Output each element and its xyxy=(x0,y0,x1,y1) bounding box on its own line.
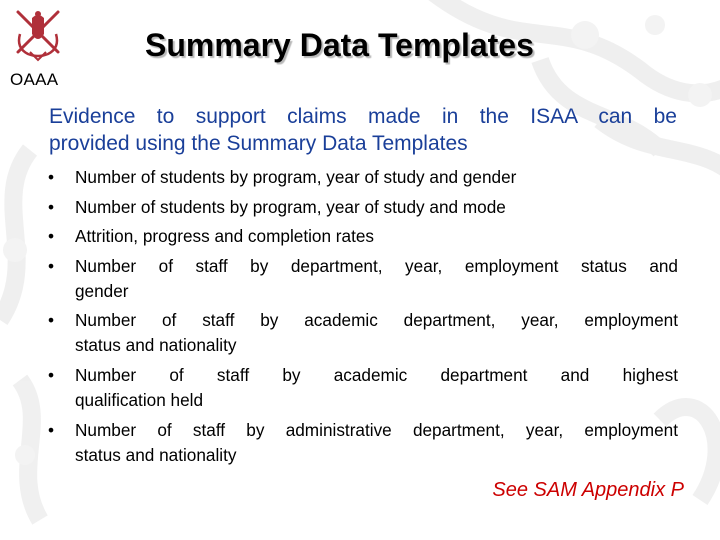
bullet-icon: • xyxy=(48,255,55,276)
list-item-text-line-2: status and nationality xyxy=(75,335,237,356)
list-item-text-line-2: gender xyxy=(75,280,129,301)
list-item xyxy=(48,254,678,304)
list-item xyxy=(48,363,678,413)
list-item xyxy=(48,195,678,220)
list-item-text: Number of students by program, year of study and gender xyxy=(75,167,517,187)
list-item-text-line-2: status and nationality xyxy=(75,444,237,465)
list-item-text-line-1: Number of staff by department, year, employment status and xyxy=(75,255,678,276)
intro-line-1: Evidence to support claims made in the ISAA can be xyxy=(49,105,677,128)
national-emblem-icon xyxy=(10,4,66,62)
bullet-icon: • xyxy=(48,364,55,385)
bullet-icon: • xyxy=(48,226,55,247)
list-item xyxy=(48,418,678,468)
intro-paragraph xyxy=(49,103,677,157)
list-item xyxy=(48,308,678,358)
list-item-text-line-2: qualification held xyxy=(75,389,204,410)
template-list xyxy=(48,165,678,472)
organization-acronym: OAAA xyxy=(10,70,59,89)
bullet-icon: • xyxy=(48,419,55,440)
list-item-text-line-1: Number of staff by academic department and highest xyxy=(75,364,678,385)
list-item-text: Attrition, progress and completion rates xyxy=(75,226,375,247)
intro-line-2: provided using the Summary Data Templates xyxy=(49,132,468,155)
bullet-icon: • xyxy=(48,196,55,217)
appendix-reference-link[interactable]: See SAM Appendix P xyxy=(492,479,684,501)
list-item xyxy=(48,224,678,249)
bullet-icon: • xyxy=(48,310,55,331)
list-item-text-line-1: Number of staff by administrative department, year, employment xyxy=(75,419,678,440)
list-item-text-line-1: Number of staff by academic department, year, employment xyxy=(75,310,678,331)
slide-title: Summary Data Templates xyxy=(145,27,534,63)
bullet-icon: • xyxy=(48,167,55,187)
list-item-text: Number of students by program, year of study and mode xyxy=(75,196,506,217)
list-item xyxy=(48,165,678,190)
